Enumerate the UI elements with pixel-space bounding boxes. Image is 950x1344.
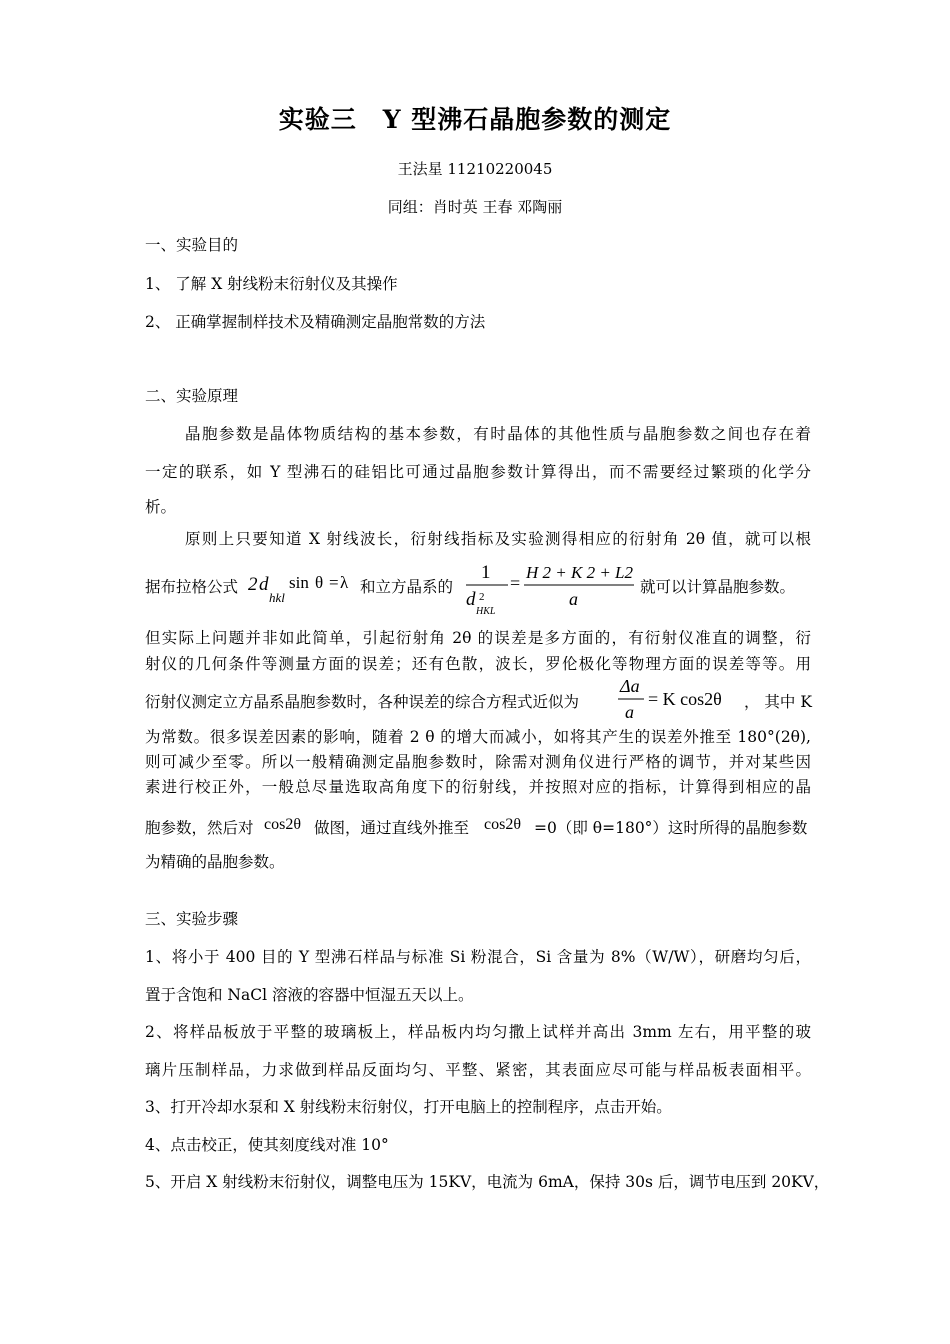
error-formula [614, 674, 742, 724]
paragraph-line: 晶胞参数是晶体物质结构的基本参数，有时晶体的其他性质与晶胞参数之间也存在着 [185, 425, 811, 443]
error-row-text-a: 衍射仪测定立方晶系晶胞参数时，各种误差的综合方程式近似为 [145, 693, 580, 711]
procedure-step: 3、打开冷却水泵和 X 射线粉末衍射仪，打开电脑上的控制程序，点击开始。 [145, 1098, 672, 1116]
cos-row-text-c: =0（即 θ=180°）这时所得的晶胞参数 [534, 819, 808, 837]
cubic-numerator: H 2 + K 2 + L2 [526, 563, 634, 582]
error-rhs: = K cos2θ [648, 689, 722, 709]
cos2-theta: cos2θ [484, 816, 521, 833]
cos2-theta: cos2θ [264, 816, 301, 833]
bragg-subscript: hkl [269, 590, 285, 605]
formula-row-text-c: 就可以计算晶胞参数。 [640, 578, 796, 596]
cubic-denominator: a [569, 589, 578, 609]
error-denominator: a [625, 702, 634, 722]
paragraph-line: 为精确的晶胞参数。 [145, 853, 285, 871]
section-heading-principle: 二、实验原理 [145, 387, 239, 405]
paragraph-line: 一定的联系，如 Y 型沸石的硅铝比可通过晶胞参数计算得出，而不需要经过繁琐的化学分 [145, 463, 811, 481]
paragraph-line: 但实际上问题并非如此简单，引起衍射角 2θ 的误差是多方面的，有衍射仪准直的调整，衍 [145, 629, 811, 647]
section-heading-procedure: 三、实验步骤 [145, 910, 239, 928]
procedure-step: 置于含饱和 NaCl 溶液的容器中恒湿五天以上。 [145, 986, 474, 1004]
section-heading-purpose: 一、实验目的 [145, 236, 239, 254]
error-numerator: Δa [620, 676, 640, 696]
paragraph-line: 原则上只要知道 X 射线波长，衍射线指标及实验测得相应的衍射角 2θ 值，就可以根 [185, 530, 811, 548]
cos2-theta-formula [482, 810, 532, 836]
formula-row-text-a: 据布拉格公式 [145, 578, 239, 596]
document-title: 实验三 Y 型沸石晶胞参数的测定 [278, 105, 672, 134]
cos2-theta-formula [262, 810, 312, 836]
bragg-formula [246, 562, 358, 606]
cubic-equals: = [510, 573, 521, 593]
bragg-d: d [259, 574, 269, 595]
purpose-item: 2、 正确掌握制样技术及精确测定晶胞常数的方法 [145, 313, 486, 331]
procedure-step: 2、将样品板放于平整的玻璃板上，样品板内均匀撒上试样并高出 3mm 左右，用平整的玻 [145, 1023, 811, 1041]
cubic-subscript: HKL [476, 606, 496, 617]
procedure-step: 4、点击校正，使其刻度线对准 10° [145, 1136, 389, 1154]
paragraph-line: 析。 [145, 498, 177, 516]
bragg-sin: sin [289, 573, 309, 592]
bragg-equals: = [329, 573, 339, 592]
procedure-step: 1、将小于 400 目的 Y 型沸石样品与标准 Si 粉混合，Si 含量为 8%（W/W），研磨均匀后， [145, 948, 811, 966]
bragg-theta: θ [315, 573, 324, 592]
procedure-step: 5、开启 X 射线粉末衍射仪，调整电压为 15KV，电流为 6mA，保持 30s 后，调节电压到 20KV， [145, 1173, 830, 1191]
author-line: 王法星 11210220045 [397, 160, 553, 178]
group-line: 同组：肖时英 王春 邓陶丽 [387, 198, 563, 216]
cos-row-text-a: 胞参数，然后对 [145, 819, 254, 837]
cubic-superscript: 2 [479, 591, 485, 603]
cubic-d: d [466, 589, 476, 610]
paragraph-line: 则可减少至零。所以一般精确测定晶胞参数时，除需对测角仪进行严格的调节，并对某些因 [145, 753, 811, 771]
error-row-text-b: ， 其中 K [744, 693, 812, 711]
cos-row-text-b: 做图，通过直线外推至 [314, 819, 470, 837]
paragraph-line: 为常数。很多误差因素的影响，随着 2 θ 的增大而减小，如将其产生的误差外推至 180°(2θ), [145, 728, 811, 746]
paragraph-line: 素进行校正外，一般总尽量选取高角度下的衍射线，并按照对应的指标，计算得到相应的晶 [145, 778, 811, 796]
bragg-coefficient: 2 [248, 574, 258, 595]
bragg-lambda: λ [340, 573, 349, 592]
formula-row-text-b: 和立方晶系的 [360, 578, 454, 596]
paragraph-line: 射仪的几何条件等测量方面的误差；还有色散，波长，罗伦极化等物理方面的误差等等。用 [145, 655, 811, 673]
cubic-numerator-one: 1 [481, 562, 491, 583]
purpose-item: 1、 了解 X 射线粉末衍射仪及其操作 [145, 275, 398, 293]
cubic-formula [460, 556, 638, 618]
procedure-step: 璃片压制样品，力求做到样品反面均匀、平整、紧密，其表面应尽可能与样品板表面相平。 [145, 1061, 811, 1079]
